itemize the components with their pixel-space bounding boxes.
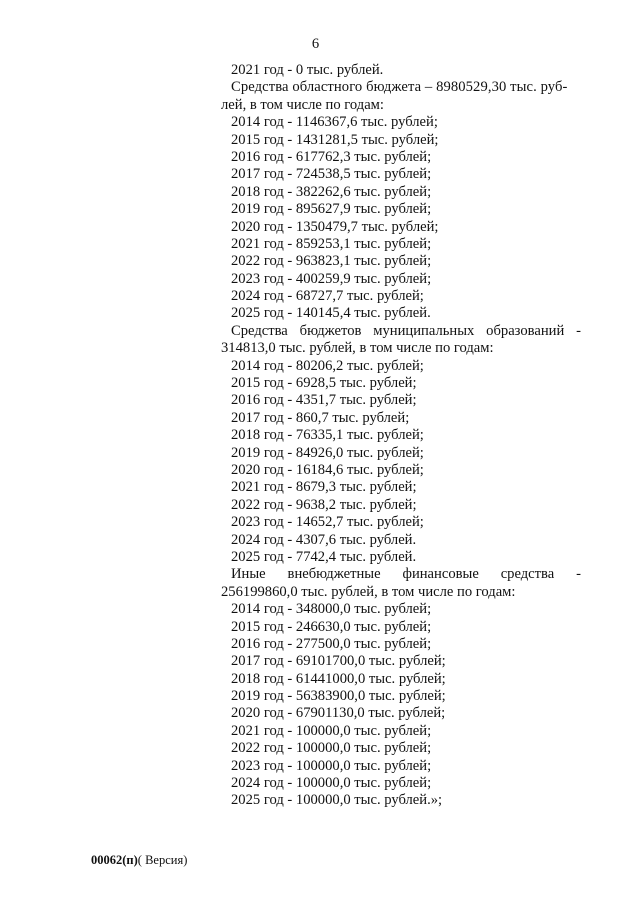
heading-word: - xyxy=(576,322,581,339)
list-item: 2025 год - 140145,4 тыс. рублей. xyxy=(231,305,431,322)
list-item: 2023 год - 14652,7 тыс. рублей; xyxy=(231,514,424,531)
list-item: 2024 год - 68727,7 тыс. рублей; xyxy=(231,288,424,305)
list-item: 2016 год - 277500,0 тыс. рублей; xyxy=(231,635,432,652)
list-item: 2022 год - 963823,1 тыс. рублей; xyxy=(231,253,432,270)
text-line: 2021 год - 0 тыс. рублей. xyxy=(231,62,384,78)
regional-budget-list xyxy=(221,114,581,323)
heading-word: бюджетов xyxy=(299,322,362,339)
heading-word: Иные xyxy=(231,566,266,583)
heading-word: муниципальных xyxy=(373,322,475,339)
list-item: 2018 год - 76335,1 тыс. рублей; xyxy=(231,427,424,444)
list-item: 2019 год - 84926,0 тыс. рублей; xyxy=(231,444,424,461)
list-item: 2023 год - 100000,0 тыс. рублей; xyxy=(231,757,432,774)
list-item: 2020 год - 67901130,0 тыс. рублей; xyxy=(231,705,446,722)
list-item: 2020 год - 16184,6 тыс. рублей; xyxy=(231,461,424,478)
heading-word: средства xyxy=(500,566,555,583)
list-item: 2018 год - 61441000,0 тыс. рублей; xyxy=(231,670,446,687)
list-item: 2016 год - 4351,7 тыс. рублей; xyxy=(231,392,417,409)
heading-word: образований xyxy=(486,322,565,339)
list-item: 2016 год - 617762,3 тыс. рублей; xyxy=(231,148,432,165)
list-item: 2024 год - 100000,0 тыс. рублей; xyxy=(231,775,432,792)
regional-budget-heading-cont: лей, в том числе по годам: xyxy=(221,96,384,113)
list-item: 2015 год - 1431281,5 тыс. рублей; xyxy=(231,131,439,148)
heading-word: финансовые xyxy=(402,566,479,583)
list-item: 2014 год - 348000,0 тыс. рублей; xyxy=(231,601,432,618)
document-code: 00062(п) xyxy=(91,853,138,867)
list-item: 2017 год - 724538,5 тыс. рублей; xyxy=(231,166,432,183)
list-item: 2019 год - 56383900,0 тыс. рублей; xyxy=(231,688,446,705)
list-item: 2021 год - 100000,0 тыс. рублей; xyxy=(231,722,432,739)
document-body xyxy=(221,62,581,810)
list-item: 2021 год - 859253,1 тыс. рублей; xyxy=(231,235,432,252)
list-item: 2018 год - 382262,6 тыс. рублей; xyxy=(231,183,432,200)
list-item: 2015 год - 6928,5 тыс. рублей; xyxy=(231,375,417,392)
document-footer xyxy=(91,853,187,868)
list-item: 2020 год - 1350479,7 тыс. рублей; xyxy=(231,218,439,235)
list-item: 2021 год - 8679,3 тыс. рублей; xyxy=(231,479,417,496)
list-item: 2023 год - 400259,9 тыс. рублей; xyxy=(231,270,432,287)
list-item: 2019 год - 895627,9 тыс. рублей; xyxy=(231,201,432,218)
regional-budget-heading: Средства областного бюджета – 8980529,30 тыс. руб- xyxy=(231,79,568,96)
list-item: 2024 год - 4307,6 тыс. рублей. xyxy=(231,531,417,548)
list-item: 2014 год - 80206,2 тыс. рублей; xyxy=(231,357,424,374)
list-item: 2025 год - 7742,4 тыс. рублей. xyxy=(231,548,417,565)
list-item: 2017 год - 69101700,0 тыс. рублей; xyxy=(231,653,446,670)
other-funds-heading-cont: 256199860,0 тыс. рублей, в том числе по годам: xyxy=(221,583,516,600)
other-funds-heading xyxy=(221,566,581,583)
heading-word: Средства xyxy=(231,322,288,339)
page-number: 6 xyxy=(311,36,320,52)
other-funds-list xyxy=(221,601,581,810)
list-item: 2022 год - 100000,0 тыс. рублей; xyxy=(231,740,432,757)
municipal-budget-heading-cont: 314813,0 тыс. рублей, в том числе по годам: xyxy=(221,340,494,357)
list-item: 2014 год - 1146367,6 тыс. рублей; xyxy=(231,114,438,131)
list-item: 2015 год - 246630,0 тыс. рублей; xyxy=(231,618,432,635)
heading-word: внебюджетные xyxy=(287,566,381,583)
municipal-budget-heading xyxy=(221,323,581,340)
heading-word: - xyxy=(576,566,581,583)
list-item: 2017 год - 860,7 тыс. рублей; xyxy=(231,409,410,426)
list-item: 2022 год - 9638,2 тыс. рублей; xyxy=(231,496,417,513)
municipal-budget-list xyxy=(221,358,581,567)
document-version: ( Версия) xyxy=(137,853,188,867)
list-item: 2025 год - 100000,0 тыс. рублей.»; xyxy=(231,792,443,809)
